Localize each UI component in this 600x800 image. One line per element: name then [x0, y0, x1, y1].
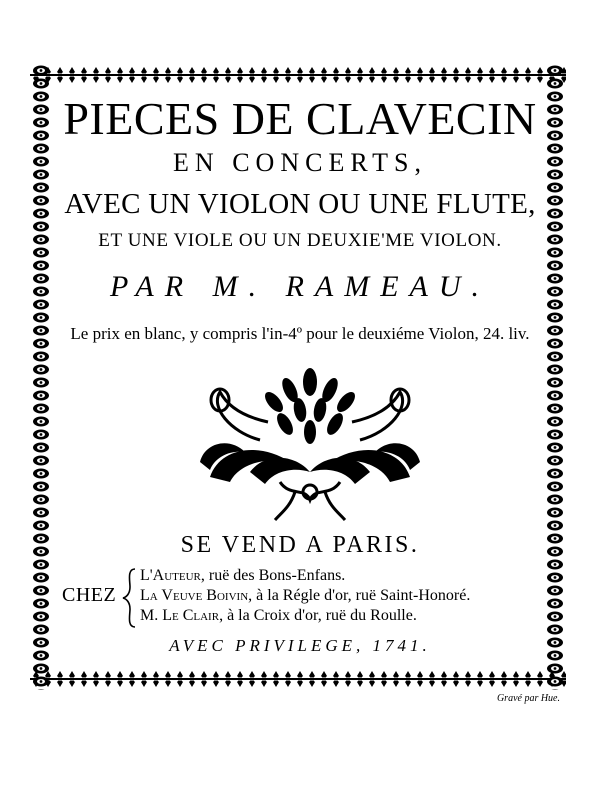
- border-top: [30, 64, 566, 86]
- privilege-line: AVEC PRIVILEGE, 1741.: [169, 636, 431, 655]
- sale-line: SE VEND A PARIS.: [180, 532, 420, 558]
- engraver-credit: Gravé par Hue.: [496, 693, 560, 704]
- address-leclair: [140, 607, 417, 625]
- laurel-horns-trophy-icon: [190, 362, 430, 527]
- fleuron-border-icon: [30, 64, 566, 86]
- address-name: La Veuve Boivin: [140, 587, 249, 604]
- page-title: PIECES DE CLAVECIN: [63, 93, 537, 144]
- address-boivin: [140, 587, 470, 605]
- addresses-block: [62, 567, 542, 629]
- curly-brace-icon: [121, 567, 137, 629]
- address-detail: , à la Régle d'or, ruë Saint-Honoré.: [248, 587, 471, 604]
- address-name: M. Le Clair: [140, 607, 220, 624]
- chez-label: CHEZ: [62, 584, 117, 606]
- price-line: Le prix en blanc, y compris l'in-4º pour le deuxiéme Violon, 24. liv.: [70, 324, 530, 343]
- instrumentation-line-2: ET UNE VIOLE OU UN DEUXIE'ME VIOLON.: [98, 230, 502, 251]
- border-bottom: [30, 668, 566, 690]
- fleuron-border-icon: [30, 668, 566, 690]
- subtitle: EN CONCERTS,: [173, 148, 427, 177]
- address-name: L'Auteur: [140, 567, 201, 584]
- author-line: PAR M. RAMEAU.: [109, 270, 491, 303]
- instrumentation-line: AVEC UN VIOLON OU UNE FLUTE,: [64, 188, 536, 220]
- address-auteur: [140, 567, 345, 585]
- address-detail: , ruë des Bons-Enfans.: [200, 567, 346, 584]
- address-detail: , à la Croix d'or, ruë du Roulle.: [219, 607, 417, 624]
